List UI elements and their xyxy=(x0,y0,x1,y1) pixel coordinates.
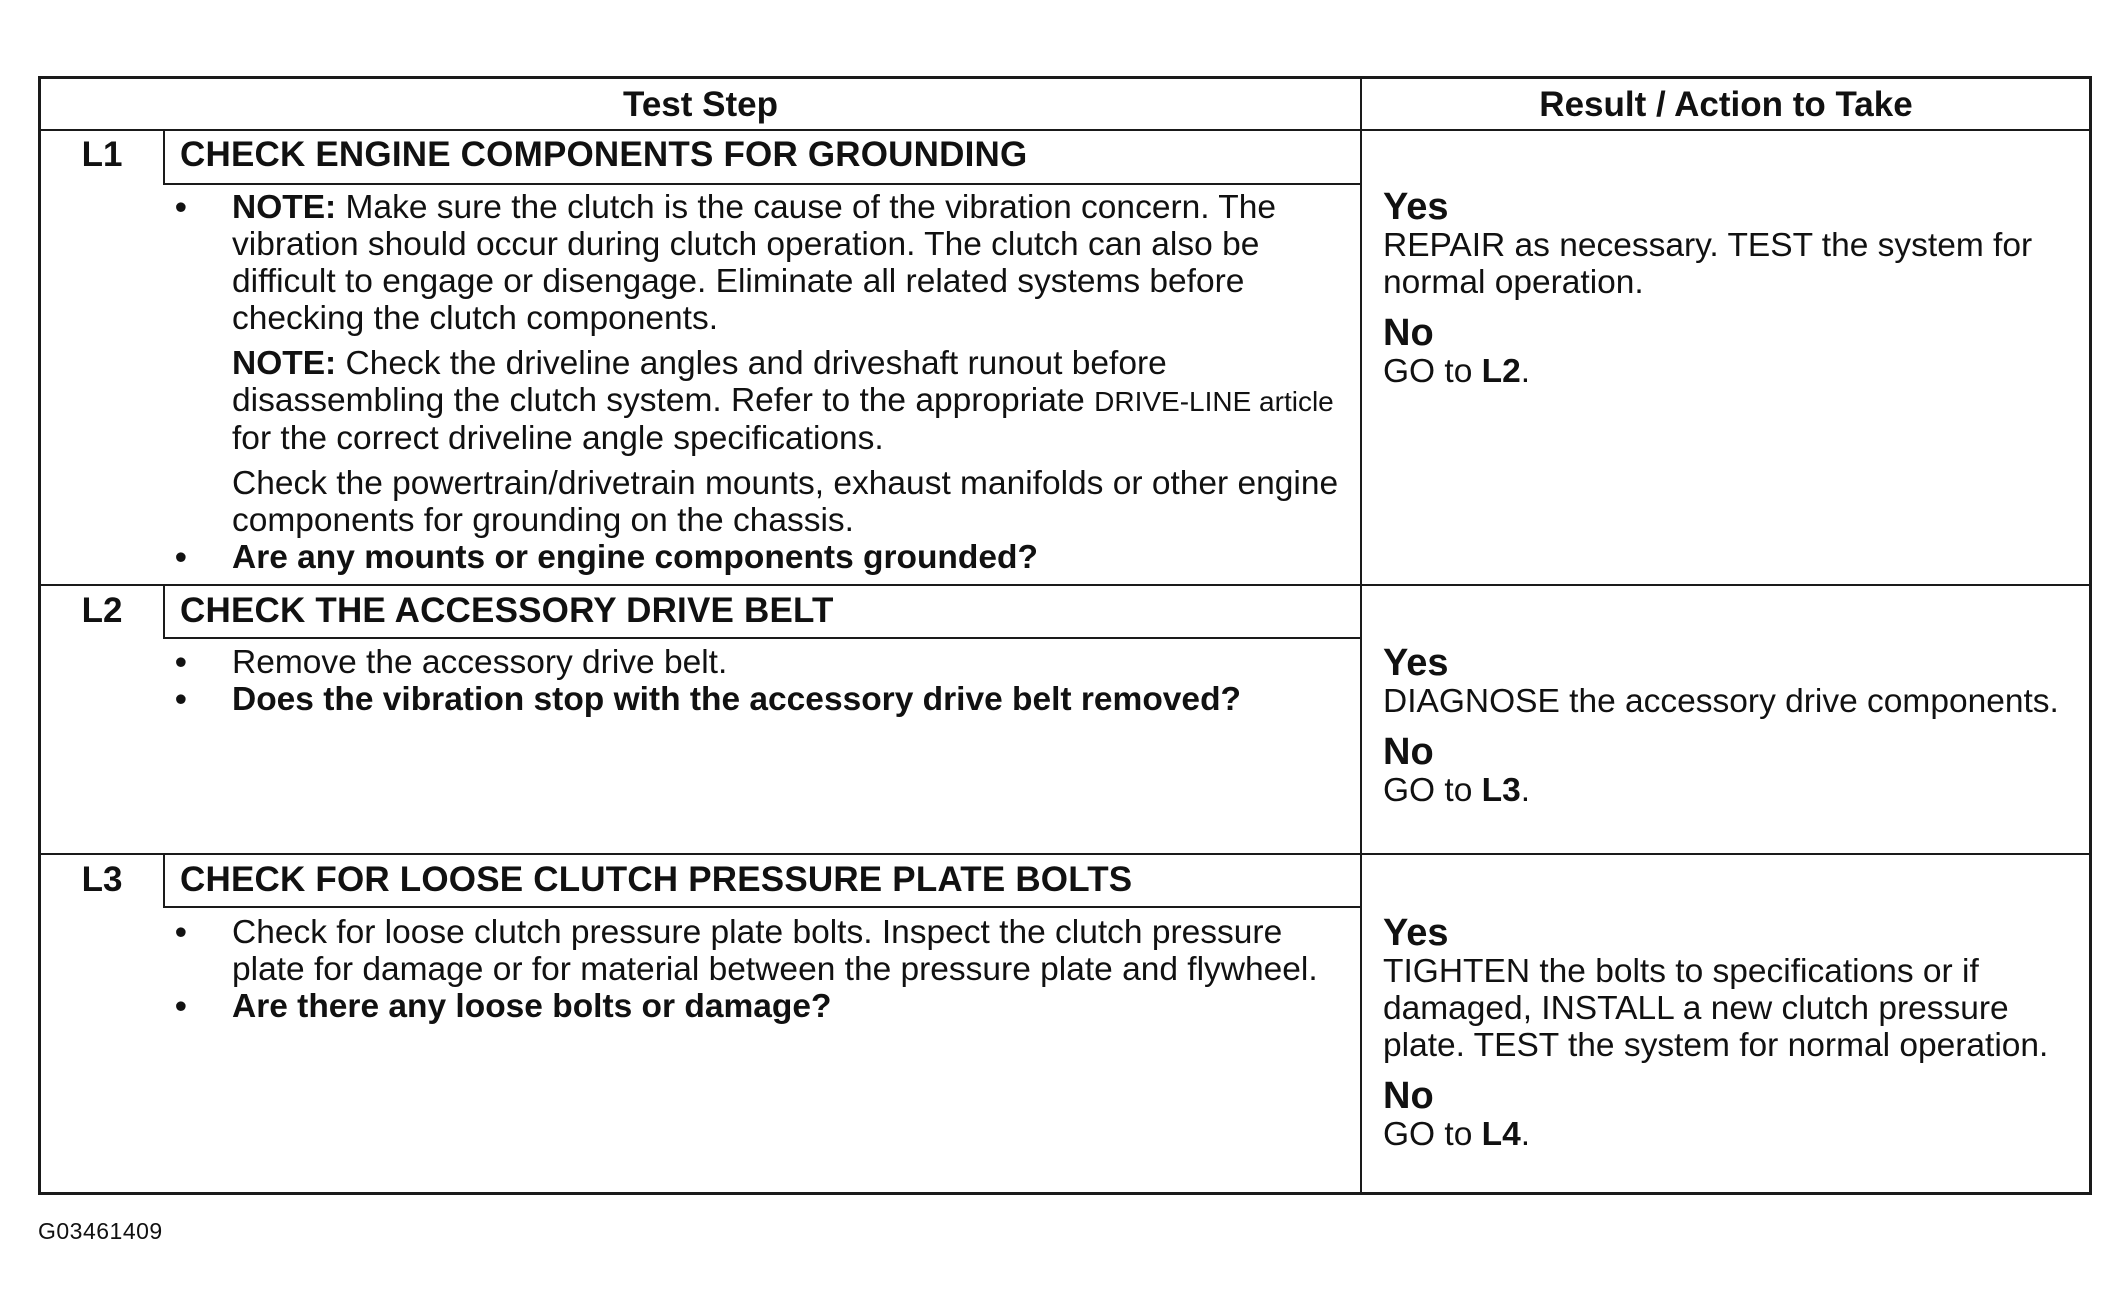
yes-action: DIAGNOSE the accessory drive components. xyxy=(1383,683,2059,720)
no-action: GO to L3. xyxy=(1383,772,1531,809)
drive-line-reference: DRIVE-LINE article xyxy=(1094,386,1334,417)
note-label: NOTE: xyxy=(232,189,337,226)
step-id-l1: L1 xyxy=(81,135,123,174)
action-text: Check for loose clutch pressure plate bolts. Inspect the clutch pressure plate for damage or for material between the pressure plate and flywheel. xyxy=(232,914,1318,988)
header-result-action: Result / Action to Take xyxy=(1539,85,1913,124)
question-text: Are any mounts or engine components grounded? xyxy=(232,539,1038,576)
no-label: No xyxy=(1383,1075,1434,1117)
next-step-ref: L2 xyxy=(1481,353,1521,390)
note-text: Make sure the clutch is the cause of the vibration concern. The vibration should occur during clutch operation. The clutch can also be difficult to engage or disengage. Eliminate all related systems before checking the clutch components. xyxy=(232,189,1276,337)
no-label: No xyxy=(1383,312,1434,354)
result-l3 xyxy=(1383,913,2083,1153)
step-body-l3 xyxy=(172,914,1352,1025)
yes-label: Yes xyxy=(1383,912,1449,954)
title-divider-l2 xyxy=(163,637,1360,639)
result-l1 xyxy=(1383,187,2083,390)
list-item-question: • Are there any loose bolts or damage? xyxy=(175,988,832,1025)
list-item: • NOTE: Make sure the clutch is the cause of the vibration concern. The vibration should occur during clutch operation. The clutch can also be difficult to engage or disengage. Eliminate all related systems before checking the clutch components. xyxy=(175,189,1276,337)
note-text-rest: for the correct driveline angle specifications. xyxy=(232,420,884,457)
step-id-divider-l2 xyxy=(163,586,165,638)
step-body-l1 xyxy=(172,189,1352,576)
list-item: • Remove the accessory drive belt. xyxy=(175,644,728,681)
note-text: Check the driveline angles and driveshaft runout before disassembling the clutch system. Refer to the appropriate xyxy=(232,345,1167,419)
note-label: NOTE: xyxy=(232,345,337,382)
next-step-ref: L3 xyxy=(1481,772,1521,809)
question-text: Does the vibration stop with the accessory drive belt removed? xyxy=(232,681,1241,718)
header-test-step: Test Step xyxy=(623,85,778,124)
step-id-divider-l1 xyxy=(163,131,165,184)
list-item-question: • Are any mounts or engine components grounded? xyxy=(175,539,1038,576)
result-l2 xyxy=(1383,643,2083,809)
yes-action: TIGHTEN the bolts to specifications or if damaged, INSTALL a new clutch pressure plate. TEST the system for normal operation. xyxy=(1383,953,2049,1064)
note-paragraph xyxy=(172,345,1352,457)
instruction-paragraph: Check the powertrain/drivetrain mounts, exhaust manifolds or other engine components for grounding on the chassis. xyxy=(232,465,1339,539)
column-divider xyxy=(1360,79,1362,1192)
figure-id: G03461409 xyxy=(38,1218,163,1244)
no-label: No xyxy=(1383,731,1434,773)
step-id-l2: L2 xyxy=(81,591,123,630)
yes-label: Yes xyxy=(1383,642,1449,684)
list-item-question: • Does the vibration stop with the accessory drive belt removed? xyxy=(175,681,1241,718)
step-id-l3: L3 xyxy=(81,860,123,899)
yes-action: REPAIR as necessary. TEST the system for normal operation. xyxy=(1383,227,2033,301)
no-action: GO to L2. xyxy=(1383,353,1531,390)
action-text: Remove the accessory drive belt. xyxy=(232,644,728,681)
no-action: GO to L4. xyxy=(1383,1116,1531,1153)
title-divider-l3 xyxy=(163,906,1360,908)
step-title-l2: CHECK THE ACCESSORY DRIVE BELT xyxy=(180,591,834,630)
step-id-divider-l3 xyxy=(163,855,165,907)
step-title-l3: CHECK FOR LOOSE CLUTCH PRESSURE PLATE BOLTS xyxy=(180,860,1133,899)
step-body-l2 xyxy=(172,644,1352,718)
step-title-l1: CHECK ENGINE COMPONENTS FOR GROUNDING xyxy=(180,135,1028,174)
yes-label: Yes xyxy=(1383,186,1449,228)
list-item: • Check for loose clutch pressure plate bolts. Inspect the clutch pressure plate for damage or for material between the pressure plate and flywheel. xyxy=(175,914,1318,988)
next-step-ref: L4 xyxy=(1481,1116,1521,1153)
question-text: Are there any loose bolts or damage? xyxy=(232,988,832,1025)
diagnostic-table xyxy=(38,76,2092,1195)
title-divider-l1 xyxy=(163,183,1360,185)
